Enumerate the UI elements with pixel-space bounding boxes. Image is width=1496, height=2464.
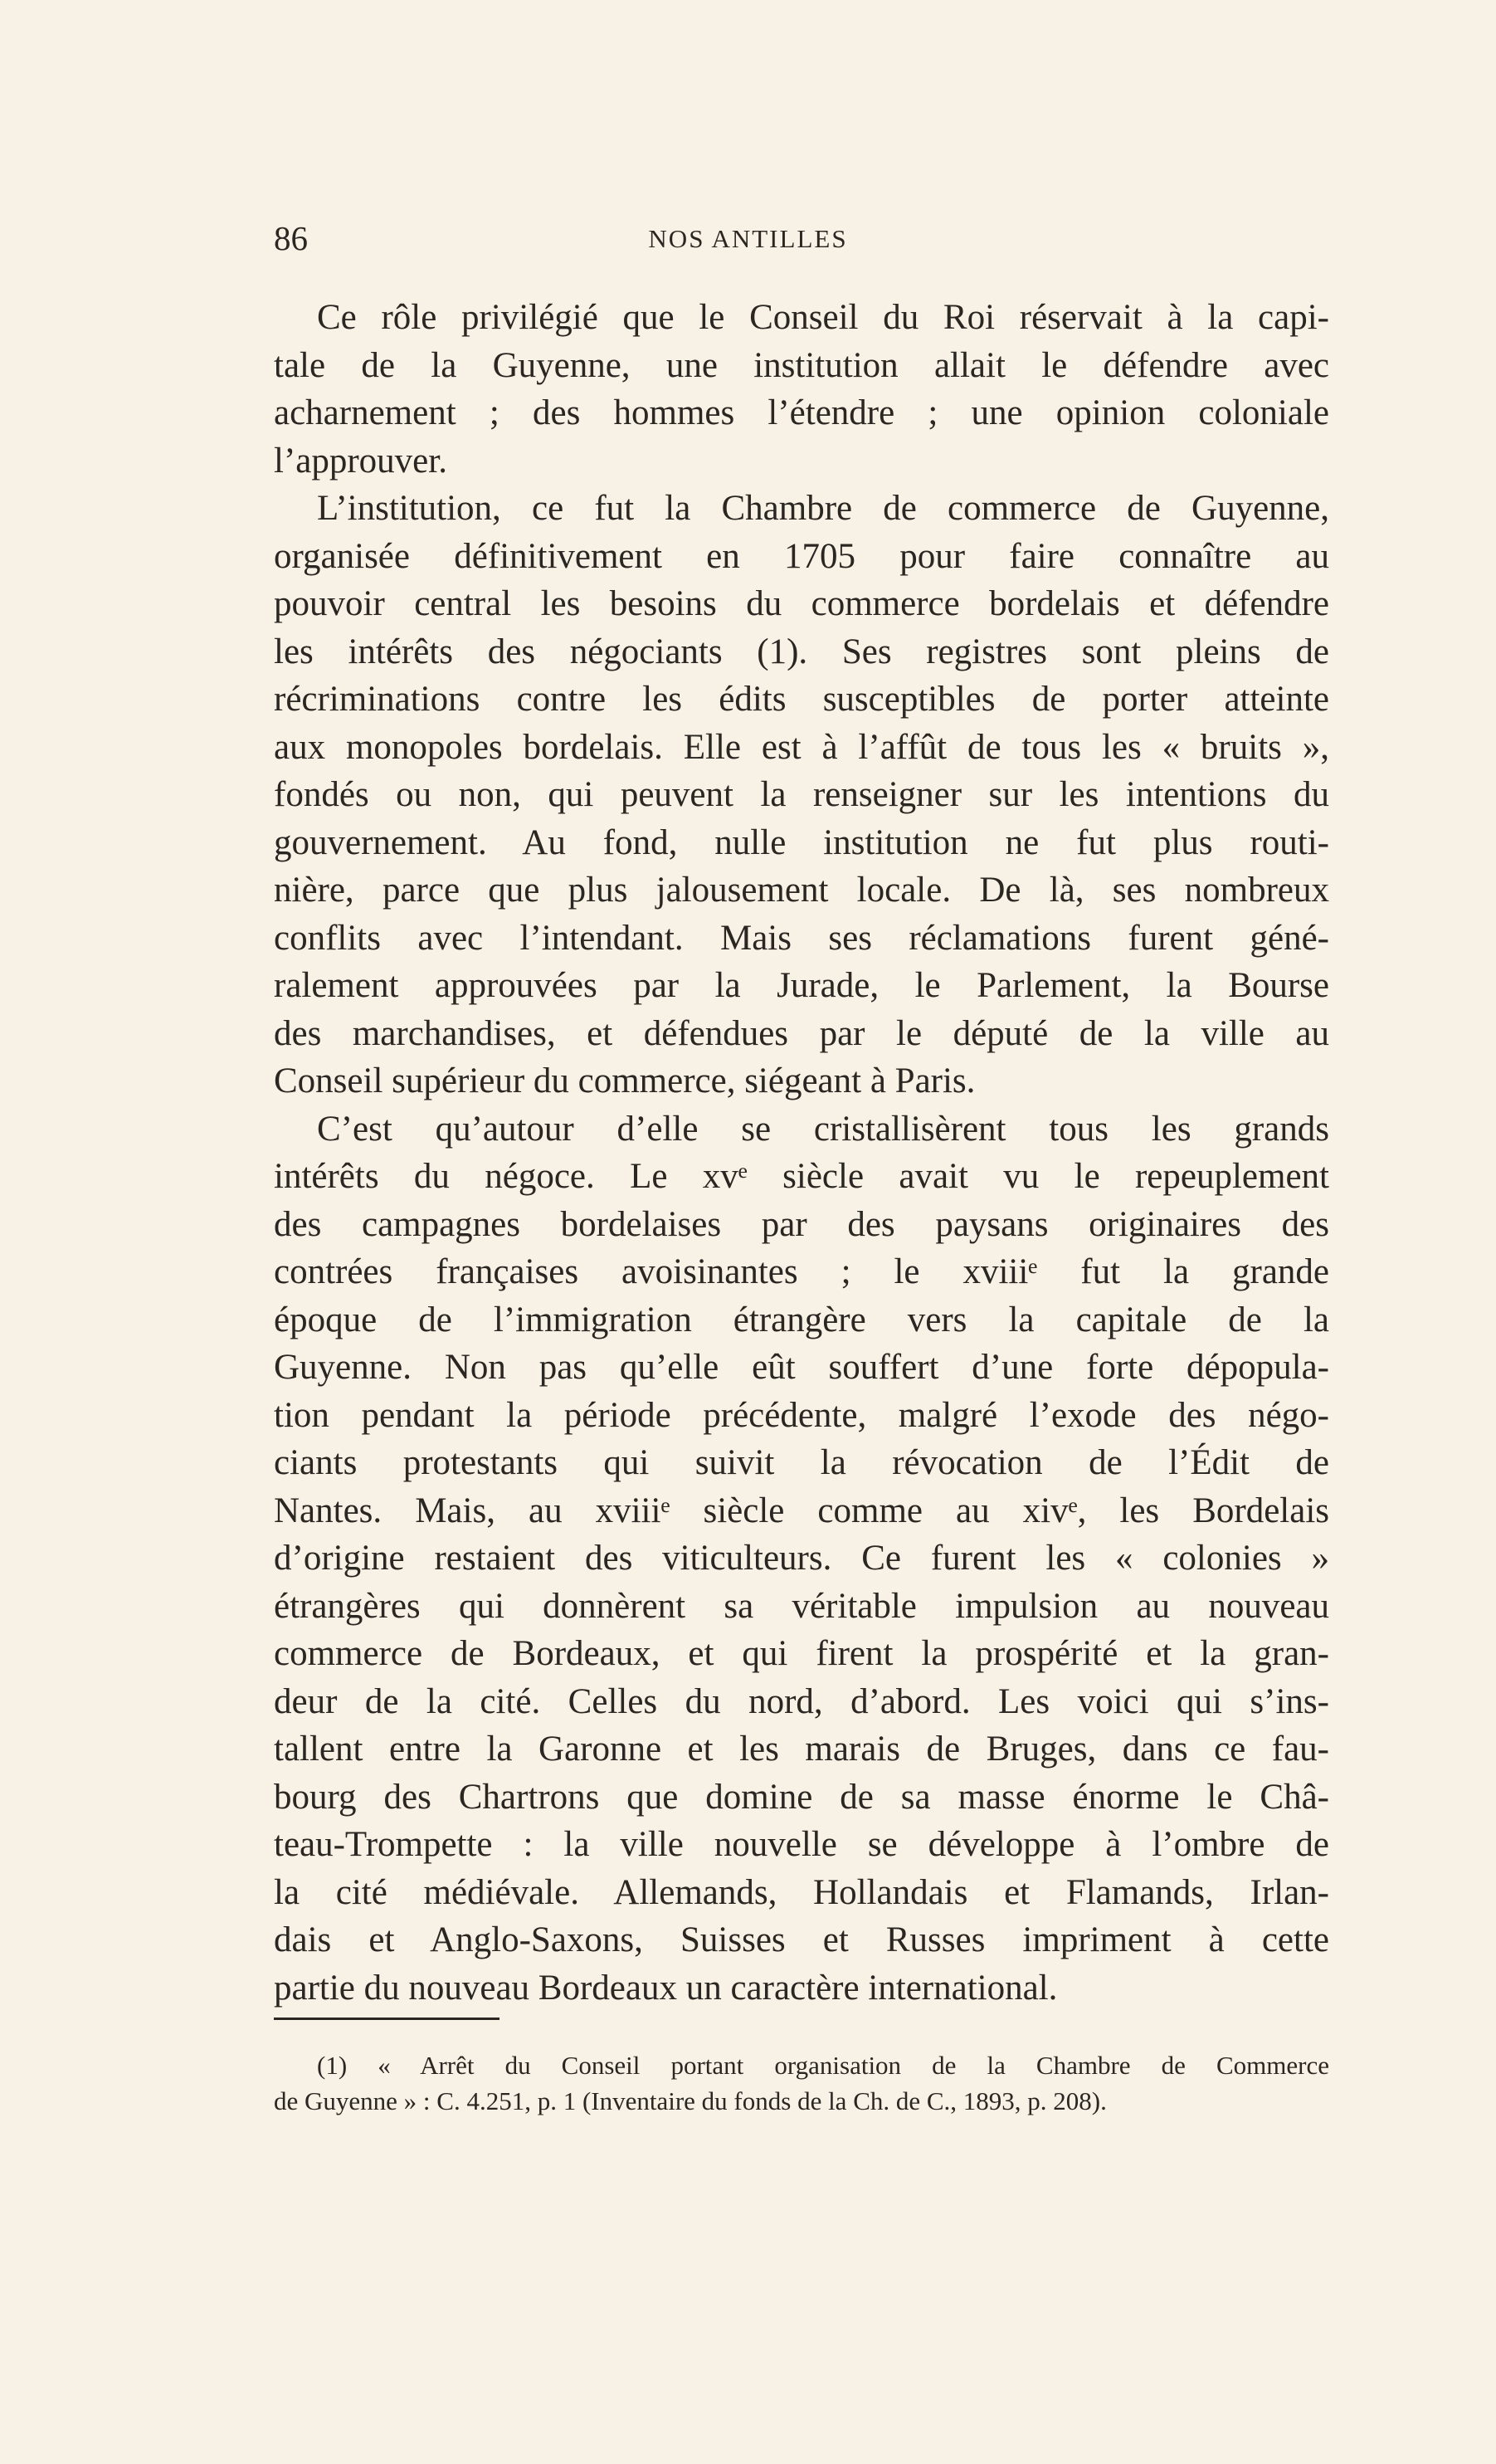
- text-line: intérêts du négoce. Le xvᵉ siècle avait vu le repeuplement: [274, 1157, 1329, 1196]
- text-line: les intérêts des négociants (1). Ses registres sont pleins de: [274, 632, 1329, 671]
- text-line: des marchandises, et défendues par le député de la ville au: [274, 1013, 1329, 1053]
- text-line: époque de l’immigration étrangère vers la capitale de la: [274, 1300, 1329, 1339]
- footnote-divider: [274, 2018, 499, 2020]
- text-line: organisée définitivement en 1705 pour faire connaître au: [274, 536, 1329, 576]
- text-line: étrangères qui donnèrent sa véritable impulsion au nouveau: [274, 1586, 1329, 1626]
- body-text: [274, 294, 1329, 2012]
- text-line: Conseil supérieur du commerce, siégeant à Paris.: [274, 1061, 976, 1100]
- text-line: pouvoir central les besoins du commerce bordelais et défendre: [274, 584, 1329, 623]
- text-line: commerce de Bordeaux, et qui firent la prospérité et la gran-: [274, 1634, 1329, 1673]
- footnote-line: (1) « Arrêt du Conseil portant organisation de la Chambre de Commerce: [317, 2051, 1329, 2080]
- text-line: bourg des Chartrons que domine de sa masse énorme le Châ-: [274, 1777, 1329, 1817]
- text-line: deur de la cité. Celles du nord, d’abord. Les voici qui s’ins-: [274, 1681, 1329, 1721]
- text-line: des campagnes bordelaises par des paysans originaires des: [274, 1204, 1329, 1244]
- text-line: la cité médiévale. Allemands, Hollandais et Flamands, Irlan-: [274, 1872, 1329, 1912]
- text-line: Ce rôle privilégié que le Conseil du Roi réservait à la capi-: [317, 298, 1329, 337]
- text-line: Guyenne. Non pas qu’elle eût souffert d’une forte dépopula-: [274, 1348, 1329, 1387]
- text-line: nière, parce que plus jalousement locale. De là, ses nombreux: [274, 871, 1329, 910]
- footnotes: [274, 2047, 1329, 2119]
- text-line: C’est qu’autour d’elle se cristallisèrent tous les grands: [317, 1109, 1329, 1149]
- text-line: conflits avec l’intendant. Mais ses réclamations furent géné-: [274, 918, 1329, 958]
- text-line: L’institution, ce fut la Chambre de commerce de Guyenne,: [317, 489, 1329, 528]
- text-line: récriminations contre les édits susceptibles de porter atteinte: [274, 680, 1329, 719]
- footnote-line: de Guyenne » : C. 4.251, p. 1 (Inventaire du fonds de la Ch. de C., 1893, p. 208).: [274, 2086, 1107, 2115]
- text-line: fondés ou non, qui peuvent la renseigner sur les intentions du: [274, 775, 1329, 814]
- text-line: ciants protestants qui suivit la révocation de l’Édit de: [274, 1443, 1329, 1482]
- text-line: dais et Anglo-Saxons, Suisses et Russes impriment à cette: [274, 1920, 1329, 1959]
- text-line: partie du nouveau Bordeaux un caractère international.: [274, 1968, 1058, 2008]
- text-line: ralement approuvées par la Jurade, le Parlement, la Bourse: [274, 966, 1329, 1005]
- page-number: 86: [274, 219, 308, 257]
- text-line: d’origine restaient des viticulteurs. Ce furent les « colonies »: [274, 1539, 1329, 1578]
- text-line: aux monopoles bordelais. Elle est à l’affût de tous les « bruits »,: [274, 727, 1329, 767]
- text-line: Nantes. Mais, au xviiiᵉ siècle comme au xivᵉ, les Bordelais: [274, 1491, 1329, 1530]
- text-line: teau-Trompette : la ville nouvelle se développe à l’ombre de: [274, 1825, 1329, 1864]
- text-line: gouvernement. Au fond, nulle institution ne fut plus routi-: [274, 822, 1329, 862]
- text-line: tale de la Guyenne, une institution allait le défendre avec: [274, 345, 1329, 385]
- text-line: tion pendant la période précédente, malgré l’exode des négo-: [274, 1395, 1329, 1435]
- text-line: contrées françaises avoisinantes ; le xviiiᵉ fut la grande: [274, 1252, 1329, 1291]
- text-line: acharnement ; des hommes l’étendre ; une opinion coloniale: [274, 393, 1329, 432]
- text-line: l’approuver.: [274, 441, 447, 481]
- running-title: NOS ANTILLES: [648, 224, 848, 253]
- text-line: tallent entre la Garonne et les marais de Bruges, dans ce fau-: [274, 1730, 1329, 1769]
